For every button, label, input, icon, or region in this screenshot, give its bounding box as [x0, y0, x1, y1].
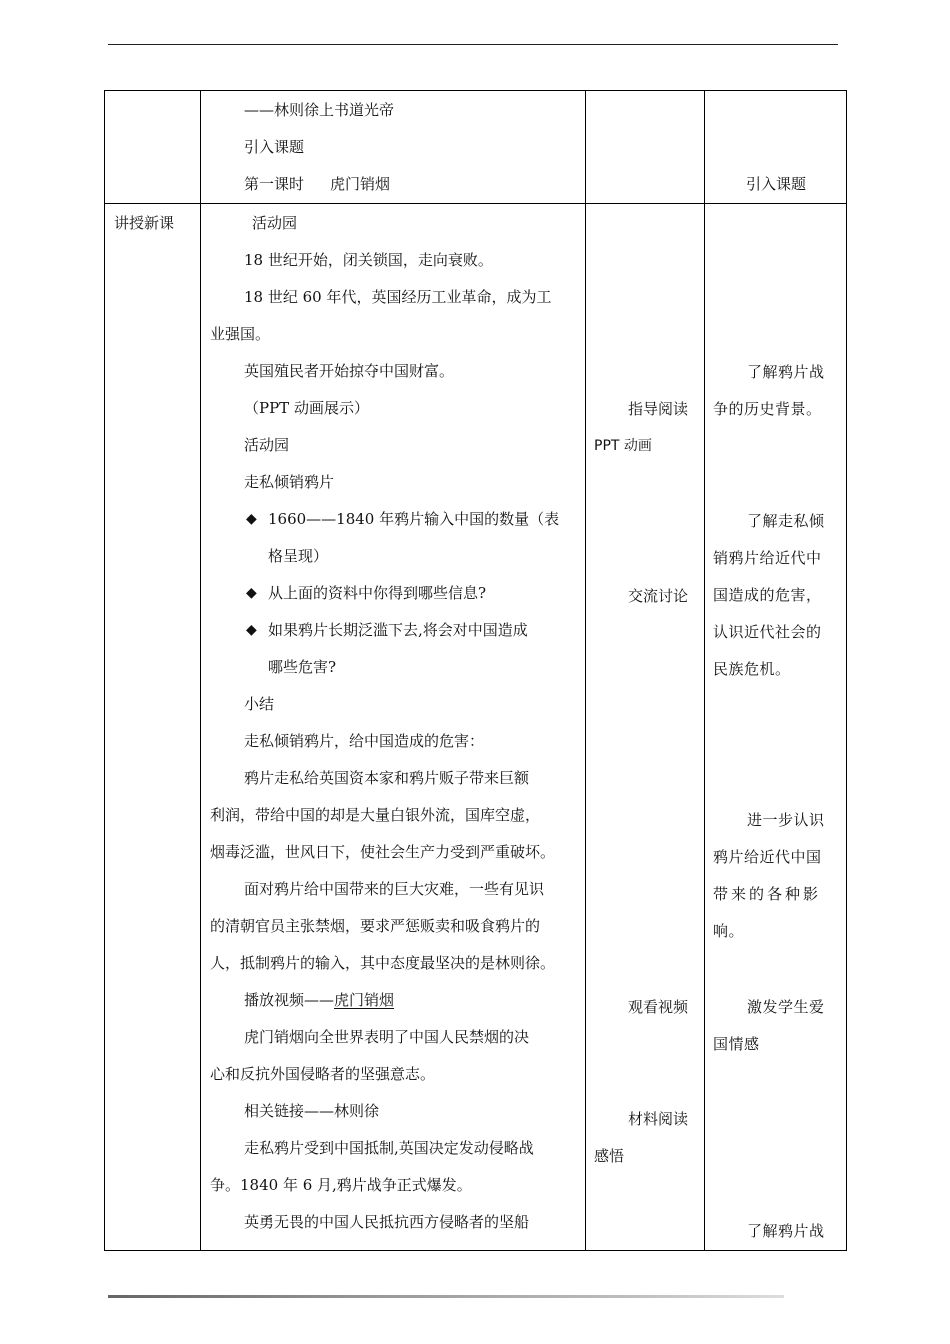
content-line: 英国殖民者开始掠夺中国财富。 — [244, 362, 455, 380]
content-line: 走私倾销鸦片 — [244, 473, 335, 491]
table-right-border — [846, 90, 847, 1251]
method-text: PPT 动画 — [594, 438, 652, 454]
table-col-divider-1 — [200, 90, 201, 1251]
method-text: 观看视频 — [628, 998, 689, 1016]
content-line: 18 世纪 60 年代，英国经历工业革命，成为工 — [244, 288, 552, 306]
content-line: 人，抵制鸦片的输入，其中态度最坚决的是林则徐。 — [210, 954, 556, 972]
lesson-title: 虎门销烟 — [330, 175, 391, 193]
footer-rule — [108, 1295, 784, 1298]
content-line: 鸦片走私给英国资本家和鸦片贩子带来巨额 — [244, 769, 530, 787]
intent-block: 激发学生爱 国情感 — [713, 998, 825, 1053]
table-top-border — [104, 90, 847, 91]
bullet-continuation: 格呈现） — [268, 547, 329, 565]
content-line: 面对鸦片给中国带来的巨大灾难，一些有见识 — [244, 880, 545, 898]
intro-intent-cell — [712, 166, 840, 203]
intent-block: 了解走私倾 销鸦片给近代中 国造成的危害， 认识近代社会的 民族危机。 — [713, 512, 825, 678]
bullet-item: ◆ 1660——1840 年鸦片输入中国的数量（表 — [210, 501, 580, 538]
header-rule — [108, 44, 838, 45]
method-text: 交流讨论 — [628, 587, 689, 605]
section-label: 讲授新课 — [114, 214, 175, 232]
content-line: 的清朝官员主张禁烟，要求严惩贩卖和吸食鸦片的 — [210, 917, 541, 935]
content-line: 争。1840 年 6 月,鸦片战争正式爆发。 — [210, 1176, 472, 1194]
bullet-continuation: 哪些危害? — [268, 658, 337, 676]
content-line: 虎门销烟向全世界表明了中国人民禁烟的决 — [244, 1028, 530, 1046]
bullet-item: ◆ 如果鸦片长期泛滥下去,将会对中国造成 — [210, 612, 580, 649]
content-line: 走私鸦片受到中国抵制,英国决定发动侵略战 — [244, 1139, 534, 1157]
table-bottom-border — [104, 1250, 847, 1251]
intent-block: 了解鸦片战 争的历史背景。 — [713, 363, 825, 418]
method-text: 感悟 — [594, 1147, 625, 1165]
intro-topic-line: 引入课题 — [244, 138, 305, 156]
content-line: 烟毒泛滥，世风日下，使社会生产力受到严重破坏。 — [210, 843, 556, 861]
intent-block: 进一步认识 鸦片给近代中国 带来的各种影 响。 — [713, 811, 825, 940]
video-line: 播放视频——虎门销烟 — [244, 991, 395, 1009]
method-text: 材料阅读 — [628, 1110, 689, 1128]
content-line: 活动园 — [252, 214, 298, 232]
content-line: 相关链接——林则徐 — [244, 1102, 380, 1120]
intent-block: 了解鸦片战 — [747, 1222, 825, 1240]
table-col-divider-2 — [585, 90, 586, 1251]
lesson-number: 第一课时 — [244, 175, 305, 193]
content-line: 心和反抗外国侵略者的坚强意志。 — [210, 1065, 436, 1083]
diamond-bullet-icon: ◆ — [246, 585, 257, 601]
content-line: 走私倾销鸦片，给中国造成的危害： — [244, 732, 485, 750]
content-line: （PPT 动画展示） — [244, 399, 369, 417]
intro-intent-text: 引入课题 — [746, 175, 807, 193]
content-line: 18 世纪开始，闭关锁国，走向衰败。 — [244, 251, 493, 269]
bullet-item: ◆ 从上面的资料中你得到哪些信息? — [210, 575, 580, 612]
diamond-bullet-icon: ◆ — [246, 511, 257, 527]
content-line: 活动园 — [244, 436, 290, 454]
quote-line: ——林则徐上书道光帝 — [244, 101, 395, 119]
table-left-border — [104, 90, 105, 1251]
lesson-content-cell — [210, 205, 580, 1241]
content-line: 利润，带给中国的却是大量白银外流，国库空虚， — [210, 806, 541, 824]
lesson-title-line — [210, 166, 580, 203]
content-line: 小结 — [244, 695, 275, 713]
content-line: 英勇无畏的中国人民抵抗西方侵略者的坚船 — [244, 1213, 530, 1231]
table-col-divider-3 — [704, 90, 705, 1251]
video-title-link[interactable]: 虎门销烟 — [334, 991, 395, 1009]
diamond-bullet-icon: ◆ — [246, 622, 257, 638]
intro-content-cell — [210, 92, 580, 203]
content-line: 业强国。 — [210, 325, 271, 343]
method-text: 指导阅读 — [628, 400, 689, 418]
table-row-divider — [104, 203, 847, 204]
